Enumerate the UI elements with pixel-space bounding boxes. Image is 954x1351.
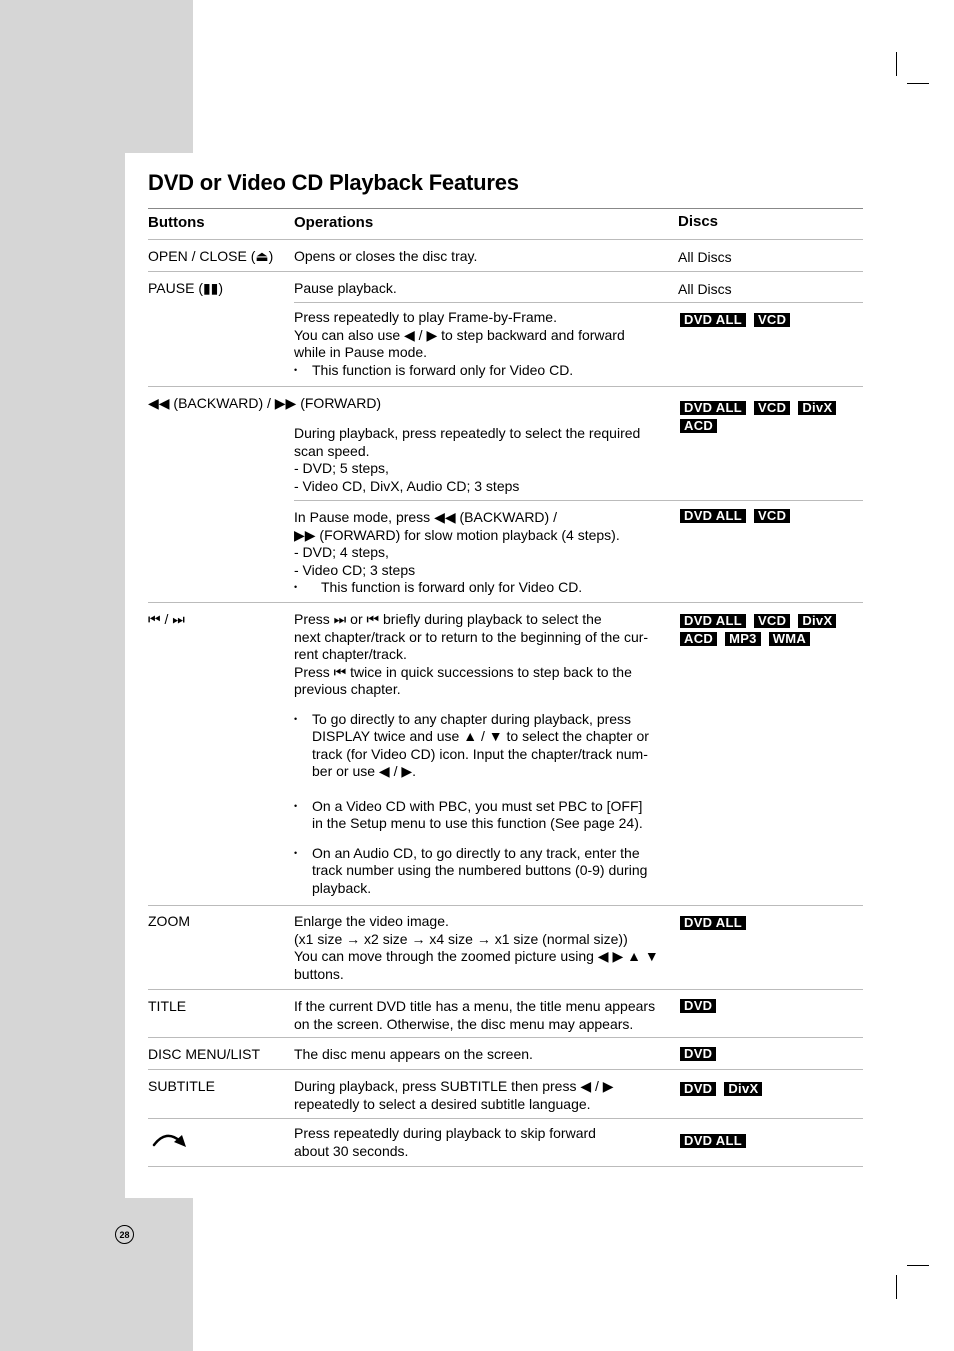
operation-block [294, 509, 674, 597]
note-line: track number using the numbered buttons (0-9) during [312, 862, 648, 878]
badge-dvd-all: DVD ALL [680, 401, 746, 415]
button-name: SUBTITLE [148, 1078, 215, 1094]
table-row [148, 906, 863, 990]
table-row [148, 387, 863, 603]
crop-mark [907, 83, 929, 84]
button-name: OPEN / CLOSE (⏏) [148, 248, 274, 264]
operation-line: ▶▶ (FORWARD) for slow motion playback (4 steps). [294, 526, 620, 543]
operation-line: previous chapter. [294, 681, 401, 697]
table-row [148, 1119, 863, 1167]
disc-badges [678, 1134, 860, 1148]
button-name: PAUSE (▮▮) [148, 280, 224, 296]
operation-block [294, 913, 674, 983]
disc-badges [678, 401, 855, 433]
operation-block [294, 309, 674, 379]
operation-block [294, 998, 674, 1033]
button-name: ◀◀ (BACKWARD) / ▶▶ (FORWARD) [148, 395, 382, 411]
operation-line: while in Pause mode. [294, 344, 428, 360]
badge-dvd: DVD [680, 1082, 716, 1096]
badge-acd: ACD [680, 419, 717, 433]
operation-line: You can move through the zoomed picture using ◀ ▶ ▲ ▼ [294, 948, 659, 964]
disc-badges [678, 1082, 860, 1096]
badge-dvd-all: DVD ALL [680, 1134, 746, 1148]
page-title: DVD or Video CD Playback Features [148, 170, 519, 195]
operation-line: scan speed. [294, 442, 370, 459]
operation-line: During playback, press repeatedly to select the required [294, 425, 641, 441]
features-table [148, 208, 863, 1167]
crop-mark [896, 52, 897, 76]
table-row [148, 272, 863, 387]
badge-dvd: DVD [680, 999, 716, 1013]
badge-vcd: VCD [754, 614, 790, 628]
page-number: 28 [115, 1225, 134, 1244]
header-discs: Discs [678, 213, 719, 230]
button-name: DISC MENU/LIST [148, 1046, 261, 1062]
note-line: ber or use ◀ / ▶. [312, 763, 417, 779]
badge-dvd-all: DVD ALL [680, 614, 746, 628]
operation-line: repeatedly to select a desired subtitle language. [294, 1095, 591, 1112]
operation-text: Pause playback. [294, 280, 397, 296]
operation-line: next chapter/track or to return to the beginning of the cur- [294, 628, 649, 645]
table-row [148, 1038, 863, 1070]
button-name: ⏮ / ⏭ [148, 611, 185, 627]
badge-divx: DivX [798, 614, 836, 628]
operation-line: You can also use ◀ / ▶ to step backward and forward [294, 326, 625, 343]
operation-line: Enlarge the video image. [294, 913, 449, 929]
operation-text: The disc menu appears on the screen. [294, 1046, 533, 1062]
disc-badges [678, 1047, 860, 1061]
header-buttons: Buttons [148, 214, 205, 231]
operation-line: - DVD; 4 steps, [294, 544, 389, 560]
sub-divider [294, 500, 863, 501]
note-line: • On an Audio CD, to go directly to any track, enter the [312, 844, 640, 861]
note-bullet: • This function is forward only for Video CD. [294, 362, 674, 380]
badge-wma: WMA [769, 632, 810, 646]
operation-line: Press repeatedly to play Frame-by-Frame. [294, 309, 557, 325]
operation-line: - DVD; 5 steps, [294, 460, 389, 476]
skip-forward-arc-icon [150, 1129, 190, 1158]
operation-line: Press repeatedly during playback to skip forward [294, 1125, 596, 1141]
note-line: • To go directly to any chapter during playback, press [312, 710, 632, 727]
note-line: DISPLAY twice and use ▲ / ▼ to select the chapter or [312, 728, 649, 744]
disc-badges [678, 916, 860, 930]
crop-mark [896, 1275, 897, 1299]
table-row [148, 240, 863, 272]
operation-line: In Pause mode, press ◀◀ (BACKWARD) / [294, 509, 557, 525]
badge-dvd-all: DVD ALL [680, 509, 746, 523]
badge-dvd-all: DVD ALL [680, 916, 746, 930]
operation-block [294, 425, 674, 495]
discs-text: All Discs [678, 249, 732, 265]
operation-block [294, 611, 674, 897]
operation-line: rent chapter/track. [294, 646, 407, 662]
button-name: TITLE [148, 998, 187, 1014]
operation-line: about 30 seconds. [294, 1142, 409, 1159]
note-line: • On a Video CD with PBC, you must set PBC to [OFF] [312, 797, 643, 814]
header-operations: Operations [294, 214, 374, 231]
button-name: ZOOM [148, 913, 190, 929]
note-line: in the Setup menu to use this function (See page 24). [312, 815, 643, 831]
badge-divx: DivX [798, 401, 836, 415]
operation-line: - Video CD; 3 steps [294, 561, 416, 578]
table-row [148, 603, 863, 906]
badge-vcd: VCD [754, 509, 790, 523]
note-line: playback. [312, 879, 372, 896]
operation-line: During playback, press SUBTITLE then press ◀ / ▶ [294, 1078, 614, 1094]
table-row [148, 1070, 863, 1119]
operation-line: (x1 size → x2 size → x4 size → x1 size (normal size)) [294, 930, 628, 947]
table-header [148, 209, 863, 240]
crop-mark [907, 1265, 929, 1266]
operation-line: - Video CD, DivX, Audio CD; 3 steps [294, 477, 520, 494]
note-line: track (for Video CD) icon. Input the chapter/track num- [312, 745, 648, 762]
operation-text: Opens or closes the disc tray. [294, 248, 478, 264]
badge-acd: ACD [680, 632, 717, 646]
badge-mp3: MP3 [725, 632, 761, 646]
note-bullet [294, 798, 674, 833]
table-row [148, 990, 863, 1038]
badge-vcd: VCD [754, 313, 790, 327]
operation-line: Press ⏮ twice in quick successions to step back to the [294, 663, 632, 680]
note-bullet [294, 711, 674, 781]
operation-line: If the current DVD title has a menu, the title menu appears [294, 998, 656, 1014]
disc-badges [678, 999, 860, 1013]
badge-vcd: VCD [754, 401, 790, 415]
disc-badges [678, 313, 860, 327]
note-bullet: • This function is forward only for Video CD. [294, 579, 674, 597]
disc-badges [678, 614, 855, 646]
operation-line: Press ⏭ or ⏮ briefly during playback to select the [294, 611, 602, 627]
badge-divx: DivX [724, 1082, 762, 1096]
disc-badges [678, 509, 860, 523]
discs-text: All Discs [678, 281, 732, 297]
badge-dvd-all: DVD ALL [680, 313, 746, 327]
note-bullet [294, 845, 674, 898]
operation-line: buttons. [294, 965, 344, 982]
operation-block [294, 1078, 674, 1113]
operation-line: on the screen. Otherwise, the disc menu may appears. [294, 1015, 634, 1032]
operation-block [294, 1125, 674, 1160]
badge-dvd: DVD [680, 1047, 716, 1061]
sub-divider [294, 302, 863, 303]
